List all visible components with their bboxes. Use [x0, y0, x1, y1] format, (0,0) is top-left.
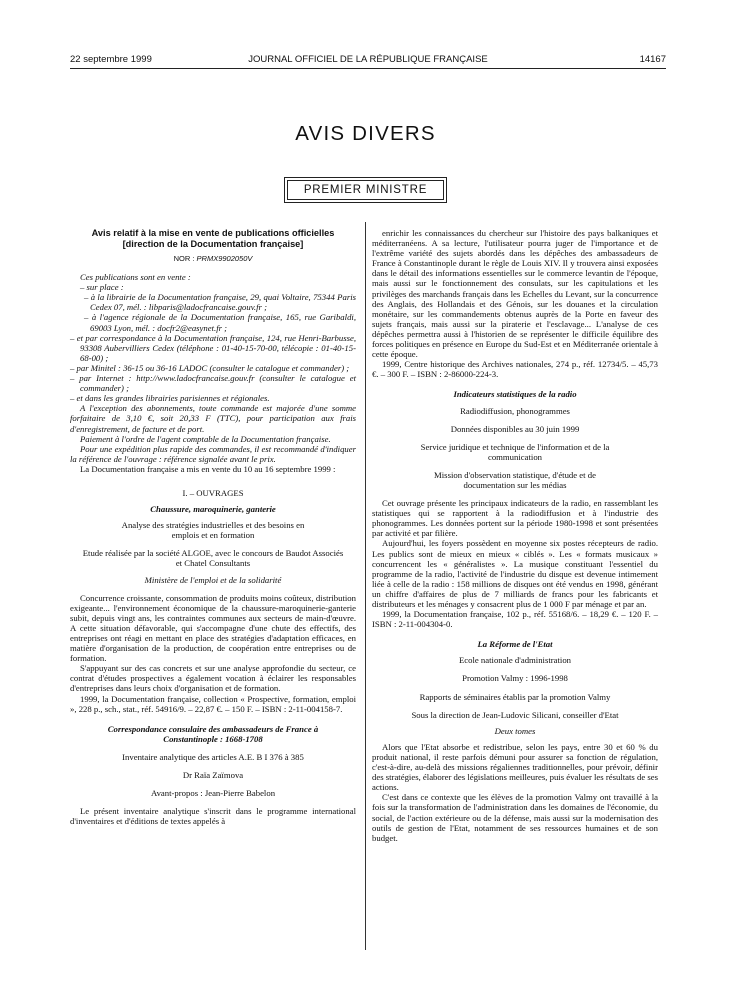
book2-author: Dr Raïa Zaïmova — [182, 770, 244, 781]
right-column — [372, 228, 658, 843]
header-date: 22 septembre 1999 — [70, 54, 152, 65]
header-rule — [70, 68, 666, 69]
book3-subtitle: Radiodiffusion, phonogrammes — [460, 405, 570, 416]
agence-address: – à l'agence régionale de la Documentation française, 165, rue Garibaldi, 69003 Lyon, mél. : docfr2@easynet.fr ; — [84, 312, 356, 333]
book1-paragraph-2: S'appuyant sur des cas concrets et sur une analyse approfondie du secteur, ce contrat d'études prospectives a également vocation à éclairer les responsables d'entreprises dans leurs choix d'organisation et de formation. — [70, 663, 356, 694]
book4-rubrique: La Réforme de l'Etat — [477, 639, 553, 650]
book1-ministry: Ministère de l'emploi et de la solidarité — [144, 574, 282, 585]
book4-paragraph-1: Alors que l'Etat absorbe et redistribue, selon les pays, entre 30 et 60 % du produit national, il reste parfois démuni pour assurer sa fonction de régulation, c'est-à-dire, au-delà des missions régaliennes traditionnelles, pour prévoir, définir des stratégies, élaborer des législations meilleures, puis évaluer les résultats de ses actions. — [372, 741, 658, 793]
notice-title: Avis relatif à la mise en vente de publications officielles [direction de la Documentation française] — [91, 228, 335, 249]
nor-line — [70, 254, 356, 264]
book3-date: Données disponibles au 30 juin 1999 — [450, 423, 580, 434]
book2-reference: 1999, Centre historique des Archives nationales, 274 p., réf. 12734/5. – 45,73 €. – 300 F. – ISBN : 2-86000-224-3. — [372, 359, 658, 380]
book1-author: Etude réalisée par la société ALGOE, avec le concours de Baudot Associés et Chatel Consultants — [82, 548, 344, 569]
ouvrages-heading: I. – OUVRAGES — [182, 487, 244, 498]
book3-paragraph-2: Aujourd'hui, les foyers possèdent en moyenne six postes récepteurs de radio. Les publics sont de mieux en mieux « ciblés ». Les « formats musicaux » concurrencent les « généralistes ». La musique constituant l'essentiel du programme de la radio, l'activité de l'industrie du disque est devenue intimement liée à celle de la radio : 158 millions de disques ont été vendus en 1998, générant un chiffre d'affaires de plus de 7 milliards de francs pour les fabricants et distributeurs et les ménages y consacrent plus de 1 000 F par ménage et par an. — [372, 538, 658, 609]
ministry-box: PREMIER MINISTRE — [287, 180, 444, 200]
book2-subtitle: Inventaire analytique des articles A.E. B I 376 à 385 — [122, 751, 304, 762]
left-column — [70, 228, 356, 826]
intro-text: Ces publications sont en vente : — [80, 272, 191, 283]
paiement-text: Paiement à l'ordre de l'agent comptable de la Documentation française. — [80, 433, 331, 444]
correspondance-address: – et par correspondance à la Documentation française, 124, rue Henri-Barbusse, 93308 Aubervilliers Cedex (téléphone : 01-40-15-70-00, télécopie : 01-40-15-68-00) ; — [70, 332, 356, 363]
book3-reference: 1999, la Documentation française, 102 p., réf. 55168/6. – 18,29 €. – 120 F. – ISBN : 2-11-004304-0. — [372, 609, 658, 630]
book3-rubrique: Indicateurs statistiques de la radio — [453, 389, 577, 400]
book1-title: Analyse des stratégies industrielles et des besoins en emplois et en formation — [121, 520, 305, 541]
minitel-line: – par Minitel : 36-15 ou 36-16 LADOC (consulter le catalogue et commander) ; — [70, 362, 350, 373]
book3-paragraph-1: Cet ouvrage présente les principaux indicateurs de la radio, en rassemblant les statistiques qui se rapportent à la radiodiffusion et à l'industrie des phonogrammes. Les données portent sur la période 1980-1998 et sont présentées par activité et par filière. — [372, 498, 658, 539]
internet-line: – par Internet : http://www.ladocfrancaise.gouv.fr (consulter le catalogue et commander) ; — [70, 373, 356, 394]
header-journal-title: JOURNAL OFFICIEL DE LA RÉPUBLIQUE FRANÇAISE — [248, 54, 488, 65]
book4-promotion: Promotion Valmy : 1996-1998 — [462, 673, 568, 684]
book1-rubrique: Chaussure, maroquinerie, ganterie — [150, 504, 276, 515]
book1-paragraph-1: Concurrence croissante, consommation de produits moins coûteux, distribution exigeante... l'environnement économique de la chaussure-maroquinerie-ganterie subit, depuis vingt ans, les contraintes communes aux secteurs de main-d'œuvre. A cette situation défavorable, qui s'accompagne d'une chute des effectifs, des entreprises ont réagi en mettant en place des stratégies d'adaptation efficaces, en matière d'organisation de la production, de coopération entre entreprises ou de formation. — [70, 592, 356, 664]
book3-mission: Mission d'observation statistique, d'étude et de documentation sur les médias — [434, 469, 596, 490]
book2-paragraph-start: Le présent inventaire analytique s'inscrit dans le programme international d'inventaires et d'éditions de textes appelés à — [70, 806, 356, 827]
book2-preface: Avant-propos : Jean-Pierre Babelon — [150, 788, 276, 799]
book2-title: Correspondance consulaire des ambassadeurs de France à Constantinople : 1668-1708 — [107, 723, 319, 744]
librairie-address: – à la librairie de la Documentation française, 29, quai Voltaire, 75344 Paris Cedex 07, mél. : libparis@ladocfrancaise.gouv.fr ; — [84, 292, 356, 313]
abonnements-text: A l'exception des abonnements, toute commande est majorée d'une somme forfaitaire de 3,10 €, soit 20,33 F (TTC), pour participation aux frais d'enregistrement, de facture et de port. — [70, 403, 356, 434]
sur-place: – sur place : — [80, 282, 124, 293]
book3-service: Service juridique et technique de l'information et de la communication — [420, 441, 610, 462]
nor-code: PRMX9902050V — [196, 254, 253, 263]
book1-reference: 1999, la Documentation française, collection « Prospective, formation, emploi », 228 p., sch., stat., réf. 54916/9. – 22,87 €. – 150 F. – ISBN : 2-11-004158-7. — [70, 693, 356, 714]
book4-direction: Sous la direction de Jean-Ludovic Silicani, conseiller d'Etat — [411, 709, 619, 720]
expedition-text: Pour une expédition plus rapide des commandes, il est recommandé d'indiquer la référence de l'ouvrage : référence signalée avant le prix. — [70, 443, 356, 464]
book4-tome: Deux tomes — [494, 725, 536, 736]
book4-school: Ecole nationale d'administration — [458, 655, 572, 666]
book4-reports: Rapports de séminaires établis par la promotion Valmy — [419, 691, 611, 702]
mise-en-vente: La Documentation française a mis en vente du 10 au 16 septembre 1999 : — [80, 463, 336, 474]
column-separator — [365, 222, 366, 950]
header-page-number: 14167 — [639, 54, 666, 65]
nor-label: NOR : — [173, 254, 195, 263]
page-header — [70, 54, 666, 68]
librairies-line: – et dans les grandes librairies parisiennes et régionales. — [70, 393, 270, 404]
book4-paragraph-2: C'est dans ce contexte que les élèves de la promotion Valmy ont travaillé à la fois sur la transformation de l'administration dans les domaines de l'économie, du social, de l'action extérieure ou de la défense, mais aussi sur la modernisation des outils de gestion de l'Etat, notamment de ses ressources humaines et de son budget. — [372, 792, 658, 843]
book2-paragraph-cont: enrichir les connaissances du chercheur sur l'histoire des pays balkaniques et méditerranéens. A sa lecture, l'utilisateur pourra juger de l'importance et de l'extrême variété des sujets abordés dans les dépêches des ambassadeurs de France à Constantinople durant le règle de Louis XIV. Il y trouvera ainsi exposées dans le détail des informations essentielles sur le commerce levantin de l'époque, mais aussi sur le fonctionnement des consulats, sur les capitulations et les privilèges des marchands français dans les Echelles du Levant, sur la concurrence des Anglais, des Hollandais et des Génois, sur les douanes et la circulation monétaire, sur les commandements obtenus auprès de la Porte en faveur des sujets français, mais aussi sur la piraterie et l'esclavage... L'analyse de ces dépêches permettra aussi à l'historien de se représenter le difficile équilibre des forces politiques en présence en Europe du Sud-Est et en Méditerranée orientale à cette époque. — [372, 228, 658, 360]
section-title: AVIS DIVERS — [295, 122, 436, 145]
